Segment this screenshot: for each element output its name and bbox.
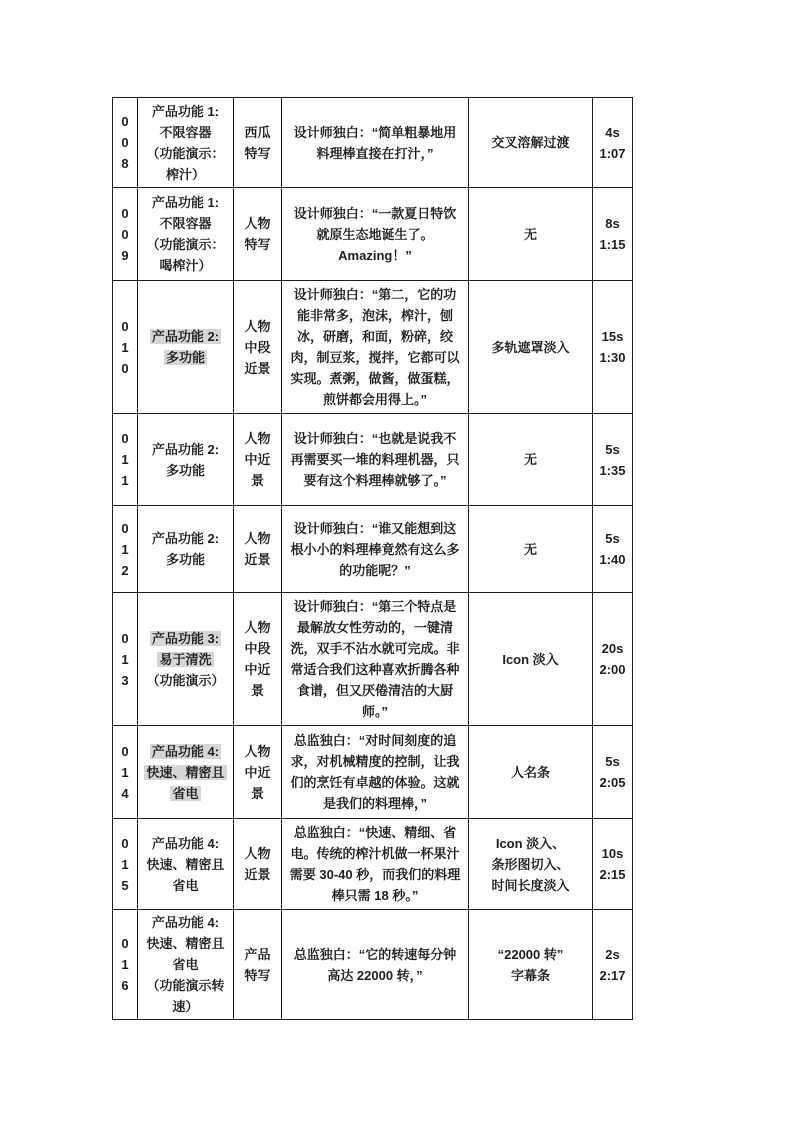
content-line-text: 省电 [172, 877, 199, 893]
scene-digit [115, 628, 135, 649]
scene-digit-text: 0 [121, 135, 129, 150]
scene-digit-text: 1 [121, 541, 129, 557]
dialogue-text: 总监独白：“对时间刻度的追求，对机械精度的控制，让我们的烹饪有卓越的体验。这就是我们的料理棒，” [290, 733, 460, 811]
duration-line-text: 1:35 [599, 462, 626, 478]
dialogue-cell [282, 414, 469, 506]
transition-line-text: 无 [523, 226, 537, 242]
content-line-text: 省电 [172, 785, 199, 801]
duration-line [595, 843, 630, 864]
dialogue-cell [282, 188, 469, 281]
scene-digit-text: 1 [121, 957, 129, 972]
content-line-text: 产品功能 2: [151, 531, 220, 546]
transition-line-text: 人名条 [510, 764, 550, 780]
shot-line [236, 659, 279, 680]
content-line-text: （功能演示转 [146, 978, 225, 993]
transition-cell [469, 726, 593, 819]
content-line-text: 榨汁） [165, 166, 205, 182]
table-row [113, 910, 633, 1020]
content-line-text: 产品功能 4: [151, 915, 220, 930]
shot-line [236, 944, 279, 965]
shot-line-text: 特写 [244, 967, 271, 983]
duration-line [595, 528, 630, 549]
shot-line-text: 近景 [244, 552, 271, 567]
duration-line-text: 2:15 [599, 867, 626, 882]
duration-line-text: 15s [601, 329, 624, 344]
transition-cell [469, 593, 593, 726]
transition-line [471, 762, 590, 783]
scene-digit [115, 933, 135, 954]
duration-line [595, 944, 630, 965]
content-line [140, 326, 231, 347]
shot-line [236, 638, 279, 659]
shot-line-text: 产品 [244, 946, 271, 962]
shot-line [236, 617, 279, 638]
content-line [140, 234, 231, 255]
duration-line-text: 10s [601, 846, 624, 861]
content-line [140, 875, 231, 896]
duration-cell [593, 593, 633, 726]
duration-line [595, 965, 630, 986]
scene-number-cell [113, 819, 138, 910]
shot-line [236, 843, 279, 864]
transition-line [471, 875, 590, 896]
content-line-text: 产品功能 1: [151, 195, 220, 210]
shot-type-cell [234, 98, 282, 188]
content-line-text: 产品功能 4: [151, 743, 220, 759]
shot-line [236, 965, 279, 986]
scene-digit-text: 1 [121, 473, 129, 488]
duration-line [595, 751, 630, 772]
scene-digit [115, 741, 135, 762]
content-line-text: 不限容器 [159, 216, 212, 231]
shot-line [236, 449, 279, 470]
scene-number-cell [113, 506, 138, 593]
scene-digit [115, 111, 135, 132]
scene-digit-text: 0 [121, 226, 129, 242]
duration-line-text: 1:15 [599, 237, 626, 252]
content-cell [138, 281, 234, 414]
scene-digit [115, 132, 135, 153]
content-line [140, 833, 231, 854]
shot-line [236, 741, 279, 762]
duration-line-text: 2s [605, 946, 620, 962]
scene-digit [115, 833, 135, 854]
shot-line [236, 783, 279, 804]
dialogue-text: 设计师独白：“简单粗暴地用料理棒直接在打汁，” [293, 124, 457, 161]
content-line [140, 122, 231, 143]
transition-line-text: Icon 淡入、 [495, 835, 566, 851]
transition-line [471, 833, 590, 854]
shot-line [236, 864, 279, 885]
scene-digit-text: 3 [121, 672, 129, 688]
duration-cell [593, 910, 633, 1020]
shot-type-cell [234, 188, 282, 281]
shot-line-text: 中近 [244, 452, 271, 467]
transition-line [471, 132, 590, 153]
content-line [140, 549, 231, 570]
scene-digit [115, 358, 135, 379]
table-row [113, 414, 633, 506]
duration-line-text: 1:07 [599, 145, 626, 161]
dialogue-text: 总监独白：“快速、精细、省电。传统的榨汁机做一杯果汁需要 30-40 秒，而我们的料理棒只需 18 秒。” [289, 825, 461, 903]
content-line [140, 255, 231, 276]
scene-number-cell [113, 98, 138, 188]
dialogue-text: 设计师独白：“第二，它的功能非常多，泡沫，榨汁，刨冰，研磨，和面，粉碎，绞肉，制豆浆，搅拌，它都可以实现。煮粥，做酱，做蛋糕，煎饼都会用得上。” [290, 287, 460, 407]
content-line-text: 产品功能 1: [151, 103, 220, 119]
table-row [113, 188, 633, 281]
shot-line-text: 景 [250, 473, 264, 488]
shot-line [236, 428, 279, 449]
shot-line-text: 人物 [244, 743, 271, 759]
scene-number-cell [113, 726, 138, 819]
content-cell [138, 414, 234, 506]
dialogue-cell [282, 506, 469, 593]
duration-line [595, 143, 630, 164]
duration-line-text: 1:30 [599, 350, 626, 365]
scene-digit-text: 8 [121, 156, 129, 171]
scene-digit-text: 6 [121, 978, 129, 993]
table-row [113, 593, 633, 726]
duration-cell [593, 819, 633, 910]
content-line-text: （功能演示： [146, 145, 225, 161]
scene-digit [115, 539, 135, 560]
shot-line-text: 人物 [244, 318, 271, 334]
duration-line [595, 347, 630, 368]
duration-cell [593, 506, 633, 593]
duration-line [595, 213, 630, 234]
shot-line [236, 122, 279, 143]
content-line [140, 192, 231, 213]
dialogue-text: 设计师独白：“第三个特点是最解放女性劳动的，一键清洗，双手不沾水就可完成。非常适合我们这种喜欢折腾各种食谱，但又厌倦清洁的大厨师。” [290, 599, 460, 719]
transition-cell [469, 188, 593, 281]
scene-number-cell [113, 281, 138, 414]
table-row [113, 819, 633, 910]
duration-line [595, 439, 630, 460]
duration-line-text: 4s [605, 124, 620, 140]
shot-line-text: 中近 [244, 764, 271, 780]
duration-cell [593, 98, 633, 188]
shot-line-text: 中段 [244, 339, 271, 355]
content-line-text: 喝榨汁） [159, 258, 212, 273]
scene-digit [115, 470, 135, 491]
content-line [140, 741, 231, 762]
content-cell [138, 506, 234, 593]
duration-line [595, 864, 630, 885]
shot-type-cell [234, 726, 282, 819]
shot-line [236, 762, 279, 783]
scene-digit [115, 783, 135, 804]
content-line-text: 省电 [172, 957, 199, 972]
content-line [140, 996, 231, 1017]
content-line [140, 954, 231, 975]
shot-line-text: 特写 [244, 145, 271, 161]
shot-line [236, 680, 279, 701]
duration-line [595, 326, 630, 347]
transition-line [471, 854, 590, 875]
transition-line [471, 449, 590, 470]
shot-line-text: 人物 [244, 431, 271, 446]
duration-line [595, 234, 630, 255]
content-line [140, 912, 231, 933]
dialogue-cell [282, 593, 469, 726]
transition-line-text: 条形图切入、 [491, 856, 570, 872]
duration-line [595, 460, 630, 481]
transition-cell [469, 98, 593, 188]
scene-digit [115, 153, 135, 174]
content-line [140, 528, 231, 549]
shot-line [236, 358, 279, 379]
transition-line [471, 337, 590, 358]
content-line [140, 762, 231, 783]
content-line-text: （功能演示： [146, 237, 225, 252]
duration-line-text: 20s [601, 641, 624, 656]
scene-digit-text: 0 [121, 835, 129, 851]
content-cell [138, 593, 234, 726]
content-line-text: 快速、精密且 [146, 764, 225, 780]
content-line-text: 快速、精密且 [146, 856, 225, 872]
transition-line [471, 224, 590, 245]
table-row [113, 98, 633, 188]
content-line [140, 347, 231, 368]
content-line-text: 多功能 [165, 350, 205, 365]
scene-number-cell [113, 414, 138, 506]
duration-cell [593, 726, 633, 819]
content-line [140, 649, 231, 670]
duration-line-text: 8s [605, 216, 620, 231]
transition-line-text: 时间长度淡入 [491, 877, 570, 893]
scene-digit [115, 428, 135, 449]
scene-digit [115, 954, 135, 975]
content-line [140, 164, 231, 185]
content-line-text: 产品功能 2: [151, 441, 220, 457]
transition-line-text: 字幕条 [510, 967, 550, 983]
transition-cell [469, 910, 593, 1020]
content-line-text: 多功能 [165, 552, 205, 567]
scene-digit-text: 0 [121, 114, 129, 129]
shot-line-text: 人物 [244, 531, 271, 546]
transition-cell [469, 414, 593, 506]
duration-line-text: 5s [605, 531, 620, 546]
content-line-text: 易于清洗 [159, 651, 212, 667]
scene-digit [115, 518, 135, 539]
content-line [140, 975, 231, 996]
shot-line-text: 特写 [244, 237, 271, 252]
transition-line [471, 965, 590, 986]
scene-digit-text: 5 [121, 877, 129, 893]
shot-line [236, 213, 279, 234]
content-line [140, 933, 231, 954]
scene-digit [115, 854, 135, 875]
content-line-text: 不限容器 [159, 124, 212, 140]
content-line-text: 产品功能 3: [151, 630, 220, 646]
scene-digit-text: 1 [121, 452, 129, 467]
scene-digit [115, 316, 135, 337]
scene-digit [115, 649, 135, 670]
shot-line-text: 近景 [244, 360, 271, 376]
shot-line-text: 中段 [244, 641, 271, 656]
scene-digit [115, 560, 135, 581]
content-line-text: 快速、精密且 [146, 936, 225, 951]
transition-line [471, 944, 590, 965]
scene-digit-text: 1 [121, 764, 129, 780]
scene-digit [115, 449, 135, 470]
transition-line [471, 539, 590, 560]
scene-digit-text: 0 [121, 205, 129, 221]
dialogue-text: 设计师独白：“一款夏日特饮就原生态地诞生了。Amazing！” [293, 205, 457, 263]
shot-line [236, 234, 279, 255]
dialogue-cell [282, 281, 469, 414]
scene-digit [115, 975, 135, 996]
duration-line [595, 638, 630, 659]
scene-digit [115, 670, 135, 691]
shot-type-cell [234, 506, 282, 593]
shot-line [236, 316, 279, 337]
scene-digit [115, 875, 135, 896]
content-cell [138, 910, 234, 1020]
scene-digit [115, 762, 135, 783]
scene-digit [115, 337, 135, 358]
transition-line-text: 交叉溶解过渡 [491, 135, 570, 150]
dialogue-text: 总监独白：“它的转速每分钟高达 22000 转，” [293, 946, 457, 983]
content-line [140, 213, 231, 234]
scene-digit-text: 1 [121, 651, 129, 667]
scene-number-cell [113, 910, 138, 1020]
scene-number-cell [113, 188, 138, 281]
content-line [140, 143, 231, 164]
duration-cell [593, 414, 633, 506]
content-cell [138, 819, 234, 910]
content-line-text: 速） [172, 999, 199, 1014]
dialogue-cell [282, 910, 469, 1020]
duration-cell [593, 281, 633, 414]
duration-line-text: 2:17 [599, 967, 626, 983]
scene-digit-text: 1 [121, 856, 129, 872]
duration-line [595, 122, 630, 143]
scene-digit-text: 0 [121, 520, 129, 536]
content-line [140, 783, 231, 804]
table-row [113, 726, 633, 819]
scene-digit-text: 9 [121, 247, 129, 263]
storyboard-table-body [113, 98, 633, 1020]
content-line [140, 628, 231, 649]
table-row [113, 281, 633, 414]
shot-line-text: 中近 [244, 662, 271, 677]
scene-digit-text: 0 [121, 936, 129, 951]
transition-line-text: 多轨遮罩淡入 [491, 339, 570, 355]
content-line-text: 产品功能 4: [151, 835, 220, 851]
shot-type-cell [234, 593, 282, 726]
scene-digit [115, 203, 135, 224]
shot-type-cell [234, 414, 282, 506]
transition-line [471, 649, 590, 670]
dialogue-cell [282, 819, 469, 910]
transition-cell [469, 281, 593, 414]
transition-cell [469, 819, 593, 910]
content-line [140, 854, 231, 875]
scene-digit [115, 224, 135, 245]
content-cell [138, 188, 234, 281]
duration-line-text: 2:00 [599, 662, 626, 677]
content-cell [138, 98, 234, 188]
scene-digit-text: 2 [121, 562, 129, 578]
transition-line-text: Icon 淡入 [502, 651, 559, 667]
dialogue-cell [282, 98, 469, 188]
dialogue-cell [282, 726, 469, 819]
scene-digit-text: 0 [121, 360, 129, 376]
shot-type-cell [234, 910, 282, 1020]
table-row [113, 506, 633, 593]
duration-cell [593, 188, 633, 281]
content-line [140, 439, 231, 460]
duration-line-text: 5s [605, 754, 620, 769]
duration-line-text: 1:40 [599, 552, 626, 567]
shot-type-cell [234, 281, 282, 414]
content-line [140, 460, 231, 481]
shot-line-text: 人物 [244, 620, 271, 635]
shot-line-text: 近景 [244, 867, 271, 882]
content-line [140, 670, 231, 691]
scene-digit-text: 1 [121, 339, 129, 355]
duration-line [595, 772, 630, 793]
shot-line-text: 人物 [244, 846, 271, 861]
scene-digit-text: 0 [121, 318, 129, 334]
shot-line-text: 人物 [244, 216, 271, 231]
shot-line [236, 470, 279, 491]
shot-line [236, 528, 279, 549]
content-line-text: 多功能 [165, 462, 205, 478]
shot-line-text: 西瓜 [244, 124, 271, 140]
shot-line-text: 景 [250, 683, 264, 698]
dialogue-text: 设计师独白：“谁又能想到这根小小的料理棒竟然有这么多的功能呢？” [290, 520, 460, 578]
dialogue-text: 设计师独白：“也就是说我不再需要买一堆的料理机器，只要有这个料理棒就够了。” [290, 431, 460, 488]
duration-line [595, 659, 630, 680]
shot-line [236, 143, 279, 164]
scene-digit-text: 0 [121, 630, 129, 646]
duration-line-text: 2:05 [599, 775, 626, 790]
shot-type-cell [234, 819, 282, 910]
transition-line-text: 无 [523, 452, 537, 467]
content-cell [138, 726, 234, 819]
duration-line [595, 549, 630, 570]
scene-number-cell [113, 593, 138, 726]
scene-digit-text: 0 [121, 431, 129, 446]
scene-digit [115, 245, 135, 266]
transition-line-text: “22000 转” [497, 946, 564, 962]
content-line-text: 产品功能 2: [151, 329, 220, 344]
content-line-text: （功能演示） [146, 672, 225, 688]
transition-cell [469, 506, 593, 593]
duration-line-text: 5s [605, 441, 620, 457]
transition-line-text: 无 [523, 541, 537, 557]
scene-digit-text: 0 [121, 743, 129, 759]
shot-line [236, 549, 279, 570]
storyboard-table [112, 97, 633, 1020]
content-line [140, 101, 231, 122]
scene-digit-text: 4 [121, 785, 129, 801]
shot-line-text: 景 [250, 785, 264, 801]
shot-line [236, 337, 279, 358]
